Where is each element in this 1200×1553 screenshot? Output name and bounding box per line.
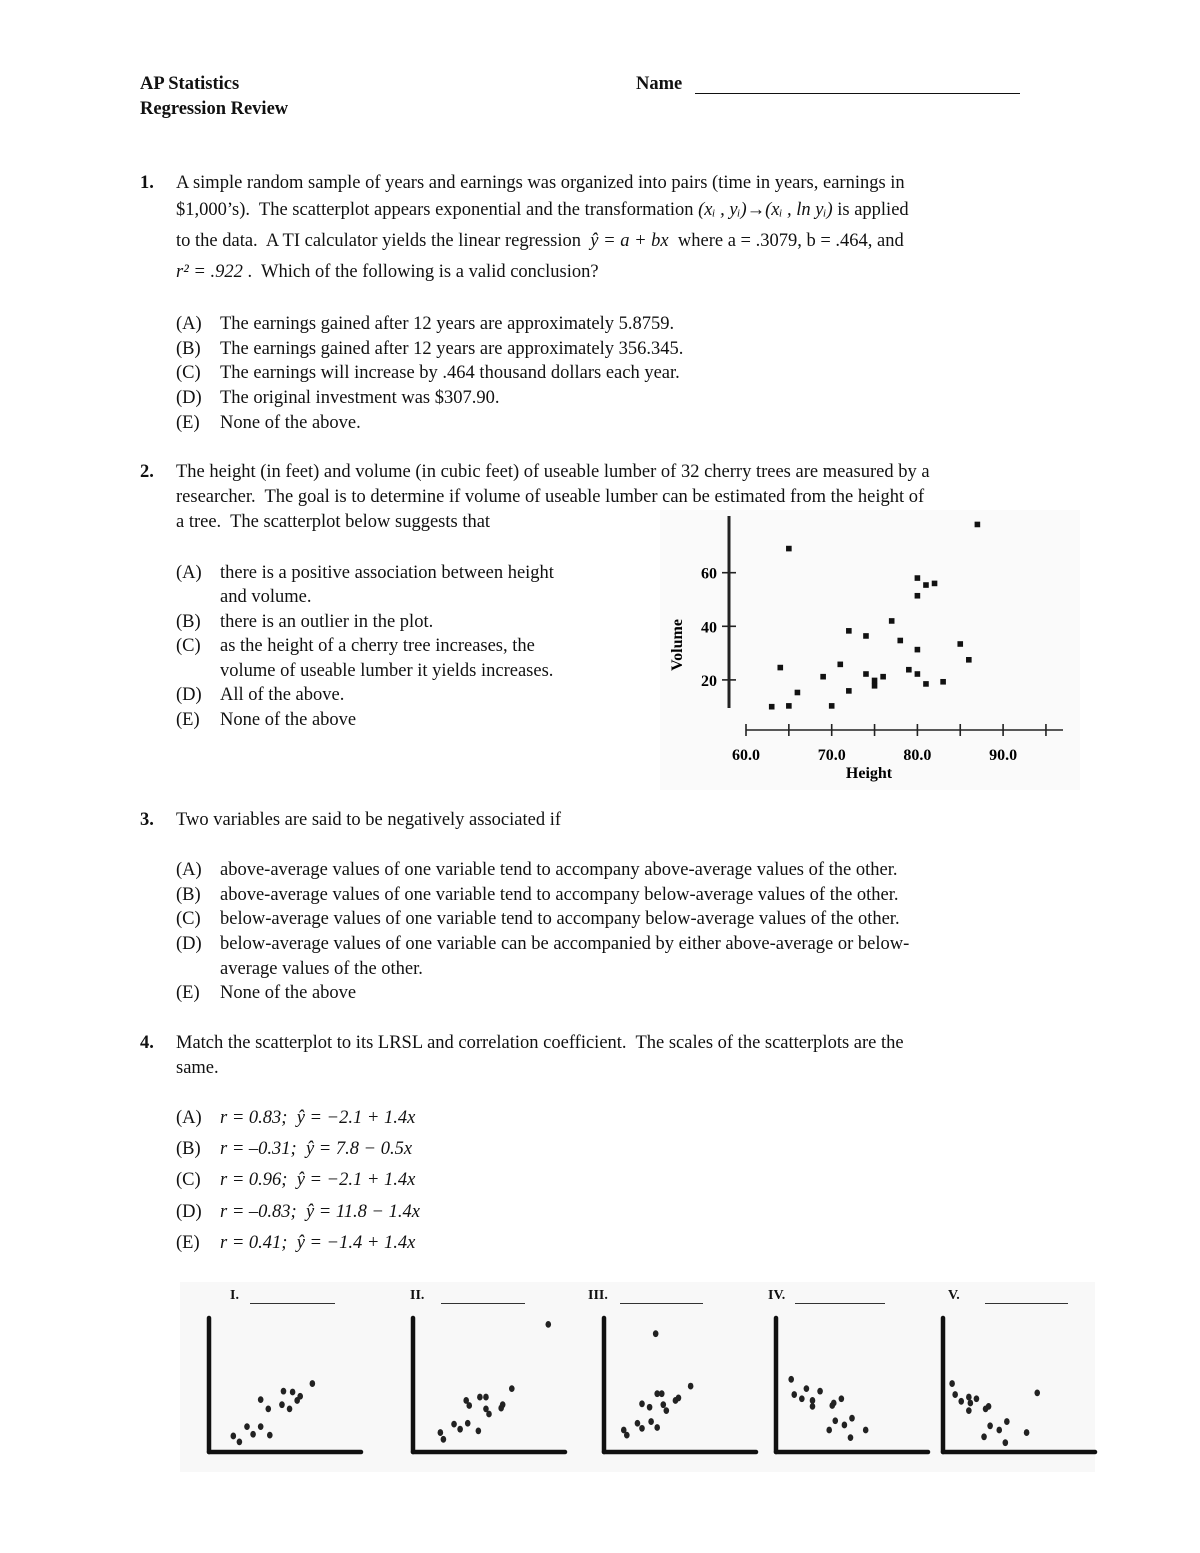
scatterplot-label: II. — [410, 1288, 425, 1303]
data-point — [846, 688, 852, 694]
option-text[interactable]: below-average values of one variable can be accompanied by either above-average or below- — [220, 934, 910, 954]
q2-text: The height (in feet) and volume (in cubic feet) of useable lumber of 32 cherry trees are measured by a — [176, 462, 930, 482]
option-text-continued[interactable]: and volume. — [220, 587, 312, 607]
data-point — [915, 647, 921, 653]
option-letter[interactable]: (D) — [176, 388, 202, 408]
data-point — [897, 638, 903, 644]
data-point — [231, 1433, 237, 1440]
data-point — [653, 1330, 659, 1337]
option-letter[interactable]: (C) — [176, 636, 201, 656]
data-point — [981, 1433, 987, 1440]
option-text[interactable]: above-average values of one variable tend to accompany below-average values of the other. — [220, 885, 899, 905]
data-point — [258, 1423, 264, 1430]
data-point — [237, 1438, 243, 1445]
data-point — [863, 633, 869, 639]
option-letter[interactable]: (A) — [176, 563, 202, 583]
data-point — [837, 662, 843, 668]
x-axis-label: Height — [845, 765, 893, 782]
data-point — [639, 1425, 645, 1432]
x-tick-label: 70.0 — [817, 747, 846, 764]
data-point — [287, 1406, 293, 1413]
data-point — [848, 1434, 854, 1441]
data-point — [258, 1396, 264, 1403]
q2-text: researcher. The goal is to determine if volume of useable lumber can be estimated from the height of — [176, 487, 925, 507]
scatterplot-3 — [598, 1310, 768, 1460]
data-point — [509, 1385, 515, 1392]
data-point — [957, 641, 963, 647]
data-point — [923, 681, 929, 687]
data-point — [966, 657, 972, 663]
data-point — [310, 1380, 316, 1387]
scatterplot-label: IV. — [768, 1288, 786, 1303]
data-point — [831, 1400, 837, 1407]
data-point — [915, 575, 921, 581]
option-text[interactable]: as the height of a cherry tree increases, the — [220, 636, 535, 656]
scatterplot-label: III. — [588, 1288, 608, 1303]
option-letter[interactable]: (A) — [176, 314, 202, 334]
data-point — [804, 1385, 810, 1392]
data-point — [659, 1390, 665, 1397]
data-point — [915, 593, 921, 599]
data-point — [777, 665, 783, 671]
cherry-tree-scatterplot — [660, 510, 1080, 790]
option-text[interactable]: below-average values of one variable tend to accompany below-average values of the other. — [220, 909, 900, 929]
answer-blank[interactable] — [985, 1303, 1068, 1304]
scatterplot-5 — [937, 1310, 1107, 1460]
data-point — [297, 1393, 303, 1400]
data-point — [829, 703, 835, 709]
data-point — [966, 1394, 972, 1401]
q1-text — [176, 261, 599, 283]
q1-r2-math: r² = .922 — [176, 262, 243, 282]
course-title: AP Statistics — [140, 74, 240, 94]
q1-text: to the data. A TI calculator yields the linear regression — [176, 231, 591, 251]
data-point — [639, 1400, 645, 1407]
data-point — [1034, 1389, 1040, 1396]
option-letter[interactable]: (E) — [176, 1233, 200, 1253]
data-point — [635, 1420, 641, 1427]
data-point — [477, 1394, 483, 1401]
q1-text: A simple random sample of years and earnings was organized into pairs (time in years, earnings in — [176, 173, 905, 193]
data-point — [952, 1391, 958, 1398]
q4-text: same. — [176, 1058, 219, 1078]
option-letter[interactable]: (D) — [176, 934, 202, 954]
y-tick-label: 60 — [701, 565, 717, 583]
data-point — [987, 1422, 993, 1429]
x-tick-label: 60.0 — [732, 747, 760, 764]
answer-blank[interactable] — [795, 1303, 885, 1304]
data-point — [769, 704, 775, 710]
option-letter[interactable]: (E) — [176, 983, 200, 1003]
option-letter[interactable]: (E) — [176, 710, 200, 730]
data-point — [438, 1429, 444, 1436]
data-point — [1003, 1439, 1009, 1446]
answer-blank[interactable] — [441, 1303, 525, 1304]
q1-regression-math: ŷ = a + bx — [590, 231, 669, 251]
q4-number: 4. — [140, 1033, 154, 1053]
scatterplot-label: I. — [230, 1288, 239, 1303]
q1-transform-math: (xᵢ , yᵢ)→(xᵢ , ln yᵢ) — [698, 200, 833, 220]
data-point — [799, 1395, 805, 1402]
data-point — [1004, 1418, 1010, 1425]
data-point — [810, 1397, 816, 1404]
option-text[interactable]: r = 0.41; ŷ = −1.4 + 1.4x — [220, 1233, 416, 1253]
data-point — [457, 1426, 463, 1433]
data-point — [664, 1407, 670, 1414]
data-point — [842, 1422, 848, 1429]
q2-number: 2. — [140, 462, 154, 482]
q3-number: 3. — [140, 810, 154, 830]
data-point — [451, 1421, 457, 1428]
y-tick-label: 20 — [701, 672, 717, 690]
option-text[interactable]: The earnings gained after 12 years are approximately 5.8759. — [220, 314, 675, 334]
data-point — [545, 1321, 551, 1328]
option-letter[interactable]: (C) — [176, 1170, 201, 1190]
scatterplot-1 — [203, 1310, 373, 1460]
x-tick-label: 90.0 — [989, 747, 1018, 764]
data-point — [968, 1400, 974, 1407]
worksheet-title: Regression Review — [140, 99, 289, 119]
option-text[interactable]: The earnings gained after 12 years are approximately 356.345. — [220, 339, 684, 359]
data-point — [863, 1427, 869, 1434]
answer-blank[interactable] — [620, 1303, 703, 1304]
data-point — [975, 522, 981, 528]
data-point — [648, 1418, 654, 1425]
data-point — [624, 1432, 630, 1439]
option-text[interactable]: r = –0.83; ŷ = 11.8 − 1.4x — [220, 1202, 420, 1222]
data-point — [476, 1427, 482, 1434]
data-point — [923, 582, 929, 588]
name-label: Name — [636, 74, 683, 94]
q1-text: where a = .3079, b = .464, and — [668, 231, 904, 251]
data-point — [986, 1403, 992, 1410]
data-point — [880, 674, 886, 680]
data-point — [279, 1401, 285, 1408]
data-point — [466, 1402, 472, 1409]
data-point — [863, 671, 869, 677]
data-point — [441, 1436, 447, 1443]
option-text[interactable]: None of the above — [220, 983, 357, 1003]
y-tick-label: 40 — [701, 619, 717, 637]
data-point — [849, 1415, 855, 1422]
q2-text: a tree. The scatterplot below suggests that — [176, 512, 491, 532]
option-letter[interactable]: (C) — [176, 909, 201, 929]
data-point — [486, 1411, 492, 1418]
data-point — [872, 683, 878, 689]
data-point — [839, 1395, 845, 1402]
data-point — [940, 679, 946, 685]
option-letter[interactable]: (E) — [176, 413, 200, 433]
data-point — [949, 1380, 955, 1387]
option-text[interactable]: r = 0.83; ŷ = −2.1 + 1.4x — [220, 1108, 416, 1128]
q1-text — [176, 199, 909, 221]
option-letter[interactable]: (B) — [176, 339, 201, 359]
data-point — [244, 1423, 250, 1430]
option-text[interactable]: None of the above — [220, 710, 357, 730]
data-point — [820, 674, 826, 680]
data-point — [872, 678, 878, 684]
option-text[interactable]: The original investment was $307.90. — [220, 388, 500, 408]
data-point — [465, 1420, 471, 1427]
option-letter[interactable]: (A) — [176, 860, 202, 880]
option-text[interactable]: None of the above. — [220, 413, 361, 433]
option-text[interactable]: r = 0.96; ŷ = −2.1 + 1.4x — [220, 1170, 416, 1190]
q1-text — [176, 230, 904, 252]
option-letter[interactable]: (B) — [176, 885, 201, 905]
data-point — [958, 1398, 964, 1405]
data-point — [889, 618, 895, 624]
option-letter[interactable]: (A) — [176, 1108, 202, 1128]
data-point — [267, 1432, 273, 1439]
answer-blank[interactable] — [250, 1303, 335, 1304]
option-text[interactable]: there is an outlier in the plot. — [220, 612, 434, 632]
option-text[interactable]: All of the above. — [220, 685, 345, 705]
data-point — [688, 1383, 694, 1390]
q1-number: 1. — [140, 173, 154, 193]
q1-text: $1,000’s). The scatterplot appears exponential and the transformation — [176, 200, 699, 220]
scatterplot-2 — [407, 1310, 577, 1460]
data-point — [996, 1427, 1002, 1434]
data-point — [483, 1394, 489, 1401]
option-text-continued[interactable]: average values of the other. — [220, 959, 423, 979]
option-letter[interactable]: (D) — [176, 1202, 202, 1222]
option-text[interactable]: The earnings will increase by .464 thousand dollars each year. — [220, 363, 680, 383]
data-point — [795, 690, 801, 696]
data-point — [966, 1407, 972, 1414]
q4-text: Match the scatterplot to its LRSL and correlation coefficient. The scales of the scatterplots are the — [176, 1033, 904, 1053]
data-point — [906, 667, 912, 673]
data-point — [265, 1406, 271, 1413]
data-point — [786, 703, 792, 709]
option-text[interactable]: above-average values of one variable tend to accompany above-average values of the other. — [220, 860, 898, 880]
data-point — [786, 546, 792, 552]
q3-text: Two variables are said to be negatively associated if — [176, 810, 562, 830]
q1-text: is applied — [832, 200, 909, 220]
data-point — [1024, 1429, 1030, 1436]
name-blank[interactable] — [695, 93, 1020, 94]
data-point — [788, 1376, 794, 1383]
x-tick-label: 80.0 — [903, 747, 932, 764]
q1-text: . Which of the following is a valid conclusion? — [242, 262, 599, 282]
option-letter[interactable]: (C) — [176, 363, 201, 383]
data-point — [915, 671, 921, 677]
option-text-continued[interactable]: volume of useable lumber it yields increases. — [220, 661, 554, 681]
scatterplot-label: V. — [948, 1288, 960, 1303]
data-point — [810, 1403, 816, 1410]
option-letter[interactable]: (B) — [176, 1139, 201, 1159]
data-point — [817, 1388, 823, 1395]
data-point — [974, 1395, 980, 1402]
data-point — [281, 1388, 287, 1395]
data-point — [654, 1424, 660, 1431]
option-text[interactable]: there is a positive association between height — [220, 563, 554, 583]
data-point — [846, 628, 852, 634]
option-letter[interactable]: (B) — [176, 612, 201, 632]
data-point — [832, 1417, 838, 1424]
data-point — [676, 1395, 682, 1402]
option-text[interactable]: r = –0.31; ŷ = 7.8 − 0.5x — [220, 1139, 413, 1159]
data-point — [826, 1427, 832, 1434]
data-point — [500, 1401, 506, 1408]
option-letter[interactable]: (D) — [176, 685, 202, 705]
data-point — [647, 1404, 653, 1411]
data-point — [791, 1391, 797, 1398]
data-point — [250, 1431, 256, 1438]
scatterplot-4 — [770, 1310, 940, 1460]
data-point — [660, 1401, 666, 1408]
y-axis-label: Volume — [669, 619, 686, 671]
data-point — [290, 1389, 296, 1396]
data-point — [932, 581, 938, 587]
